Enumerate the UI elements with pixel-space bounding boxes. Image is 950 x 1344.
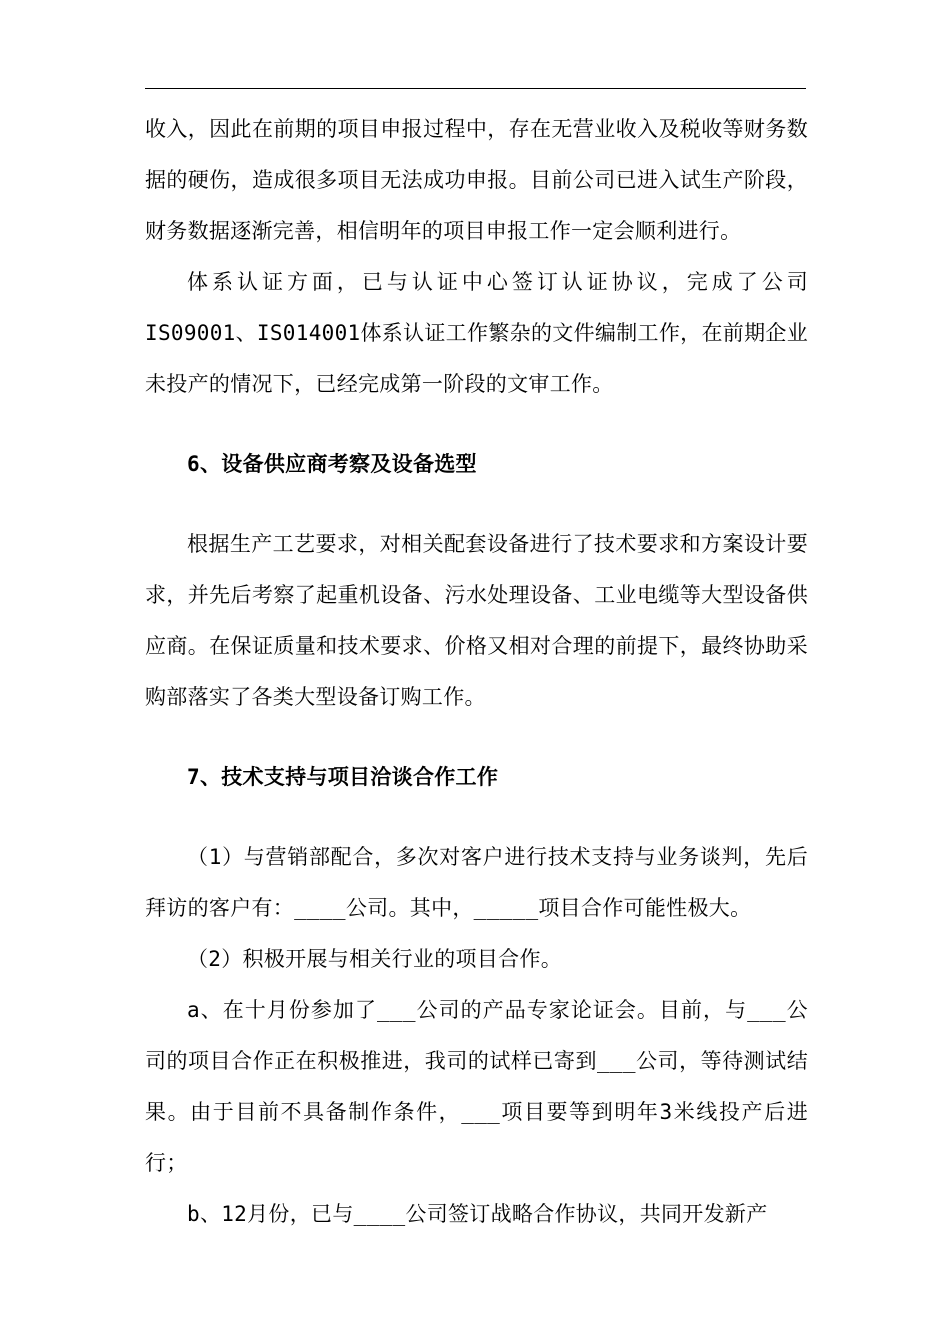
paragraph-project-declaration: 收入，因此在前期的项目申报过程中，存在无营业收入及税收等财务数据的硬伤，造成很多项目无法成功申报。目前公司已进入试生产阶段，财务数据逐渐完善，相信明年的项目申报工作一定会顺利进行。	[145, 117, 808, 243]
header-rule	[145, 88, 806, 89]
document-body	[145, 104, 808, 1240]
paragraph-item-a: a、在十月份参加了___公司的产品专家论证会。目前，与___公司的项目合作正在积极推进，我司的试样已寄到___公司，等待测试结果。由于目前不具备制作条件，___项目要等到明年3米线投产后进行；	[145, 998, 808, 1175]
paragraph-system-certification: 体系认证方面，已与认证中心签订认证协议，完成了公司IS09001、IS014001体系认证工作繁杂的文件编制工作，在前期企业未投产的情况下，已经完成第一阶段的文审工作。	[145, 270, 808, 396]
paragraph-equipment-selection: 根据生产工艺要求，对相关配套设备进行了技术要求和方案设计要求，并先后考察了起重机设备、污水处理设备、工业电缆等大型设备供应商。在保证质量和技术要求、价格又相对合理的前提下，最终协助采购部落实了各类大型设备订购工作。	[145, 532, 808, 709]
section-heading-7: 7、技术支持与项目洽谈合作工作	[187, 765, 499, 789]
paragraph-item-b: b、12月份，已与____公司签订战略合作协议，共同开发新产	[187, 1202, 768, 1226]
paragraph-item-2: （2）积极开展与相关行业的项目合作。	[187, 947, 563, 971]
section-heading-6: 6、设备供应商考察及设备选型	[187, 452, 477, 476]
paragraph-item-1: （1）与营销部配合，多次对客户进行技术支持与业务谈判，先后拜访的客户有：____公司。其中，_____项目合作可能性极大。	[145, 845, 808, 920]
